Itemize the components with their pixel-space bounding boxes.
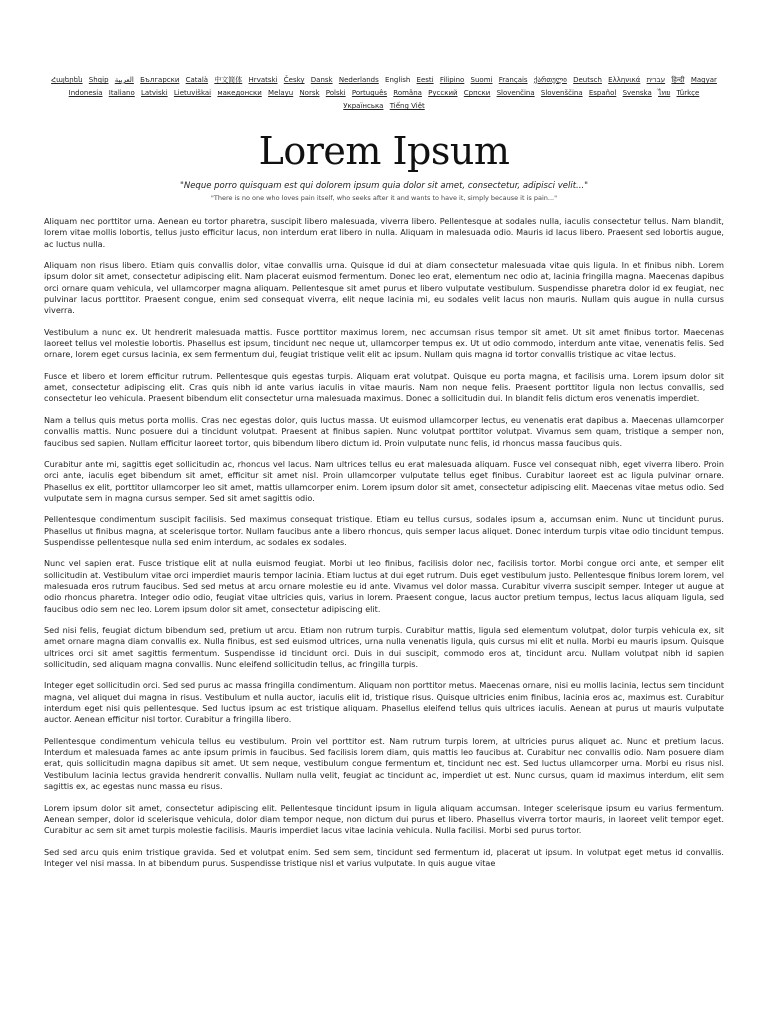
language-link[interactable]: Česky — [283, 76, 305, 84]
language-link[interactable]: Türkçe — [676, 89, 700, 97]
language-link[interactable]: Filipino — [439, 76, 465, 84]
language-link[interactable]: Українська — [343, 102, 384, 110]
page — [44, 0, 724, 869]
language-link[interactable]: ქართული — [533, 76, 567, 84]
language-link[interactable]: Català — [185, 76, 209, 84]
body-paragraph: Nunc vel sapien erat. Fusce tristique elit at nulla euismod feugiat. Morbi ut leo finibus, facilisis dolor nec, facilisis tortor. Morbi congue orci ante, et semper elit sollicitudin at. Vestibulum vitae orci imperdiet mauris tempor lacinia. Etiam luctus at dui eget rutrum. Duis eget vestibulum justo. Pellentesque finibus lorem lorem, vel malesuada eros rutrum faucibus. Sed sed metus at arcu ornare molestie eu id ante. Vivamus vel dolor massa. Curabitur viverra suscipit semper. Integer ut augue at odio rhoncus pharetra. Integer odio odio, feugiat vitae ultricies quis, varius in lorem. Praesent congue, lacus auctor pretium tempus, lectus lacus aliquam ligula, sed faucibus odio sem nec leo. Lorem ipsum dolor sit amet, consectetur adipiscing elit. — [44, 558, 724, 614]
article-body — [44, 216, 724, 869]
language-link[interactable]: Norsk — [299, 89, 320, 97]
language-link[interactable]: Magyar — [690, 76, 717, 84]
language-link[interactable]: Slovenščina — [540, 89, 583, 97]
language-link[interactable]: Français — [498, 76, 528, 84]
body-paragraph: Lorem ipsum dolor sit amet, consectetur adipiscing elit. Pellentesque tincidunt ipsum in ligula aliquam accumsan. Integer scelerisque ipsum eu varius fermentum. Aenean semper, dolor id scelerisque vehicula, dolor diam tempor neque, non dictum dui purus et libero. Phasellus viverra tortor mauris, in laoreet velit tempor eget. Curabitur ac sem sit amet turpis molestie facilisis. Mauris imperdiet lacus vitae lacinia vehicula. Nulla facilisi. Morbi sed purus tortor. — [44, 802, 724, 836]
language-link[interactable]: Српски — [463, 89, 491, 97]
language-link[interactable]: Português — [351, 89, 388, 97]
language-link[interactable]: Italiano — [108, 89, 135, 97]
latin-quote: "Neque porro quisquam est qui dolorem ipsum quia dolor sit amet, consectetur, adipisci velit..." — [179, 181, 589, 191]
body-paragraph: Nam a tellus quis metus porta mollis. Cras nec egestas dolor, quis luctus massa. Ut euismod ullamcorper lectus, eu venenatis erat dapibus a. Maecenas ullamcorper convallis mattis. Nunc posuere dui a tincidunt volutpat. Praesent at finibus sapien. Nunc volutpat porttitor volutpat. Vivamus sem quam, tristique a semper non, faucibus sed sapien. Nullam efficitur laoreet tortor, quis bibendum libero dictum id. Proin vulputate nunc felis, id rhoncus massa faucibus quis. — [44, 414, 724, 448]
body-paragraph: Fusce et libero et lorem efficitur rutrum. Pellentesque quis egestas turpis. Aliquam erat volutpat. Quisque eu porta magna, et facilisis urna. Lorem ipsum dolor sit amet, consectetur adipiscing elit. Cras quis nibh id ante varius iaculis in vitae mauris. Nam non neque felis. Praesent porttitor ligula non lectus convallis, sed consectetur leo vehicula. Praesent bibendum elit consectetur urna malesuada maximus. Donec a sollicitudin dui. In blandit felis dictum eros venenatis imperdiet. — [44, 370, 724, 404]
language-link[interactable]: Hrvatski — [248, 76, 278, 84]
language-link[interactable]: Suomi — [470, 76, 493, 84]
language-link[interactable]: 中文简体 — [214, 76, 243, 84]
quote-translation: "There is no one who loves pain itself, who seeks after it and wants to have it, simply because it is pain..." — [210, 194, 558, 202]
language-link: English — [385, 76, 411, 84]
body-paragraph: Sed nisi felis, feugiat dictum bibendum sed, pretium ut arcu. Etiam non rutrum turpis. Curabitur mattis, ligula sed elementum volutpat, dolor turpis vehicula ex, sit amet ornare magna diam convallis ex. Nulla finibus, est sed euismod ultrices, urna nulla venenatis ligula, quis cursus mi elit et nulla. Morbi eu mauris ipsum. Quisque ultrices orci sit amet sagittis fermentum. Suspendisse id tincidunt orci. Duis in dui suscipit, commodo eros at, tincidunt arcu. Nullam volutpat nibh id sapien sollicitudin, sed aliquam magna convallis. Nunc eleifend sollicitudin tellus, ac fringilla turpis. — [44, 625, 724, 669]
language-links — [44, 74, 724, 113]
language-link[interactable]: Nederlands — [338, 76, 379, 84]
body-paragraph: Aliquam non risus libero. Etiam quis convallis dolor, vitae convallis urna. Quisque id dui at diam consectetur malesuada vitae quis ligula. In et finibus nibh. Lorem ipsum dolor sit amet, consectetur adipiscing elit. Nam placerat euismod fermentum. Donec leo erat, elementum nec odio at, lacinia fringilla magna. Maecenas dapibus orci ornare quam vehicula, vel ullamcorper magna aliquam. Pellentesque sit amet purus et libero vulputate vestibulum. Suspendisse pharetra dolor id ex feugiat, nec pulvinar lacus porttitor. Praesent congue, enim sed consequat viverra, elit neque lacinia mi, eu sodales velit lacus non mauris. Nullam quis augue in nulla cursus viverra. — [44, 260, 724, 316]
language-link[interactable]: македонски — [217, 89, 262, 97]
language-link[interactable]: Հայերեն — [51, 76, 83, 84]
body-paragraph: Integer eget sollicitudin orci. Sed sed purus ac massa fringilla condimentum. Aliquam non porttitor metus. Maecenas ornare, nisi eu mollis lacinia, lectus sem tincidunt magna, vel aliquet dui magna in risus. Vestibulum et nulla auctor, iaculis elit id, tristique risus. Quisque ultricies enim finibus, lacinia eros ac, maximus est. Curabitur interdum eget nisi quis pellentesque. Sed luctus ipsum ac est tristique aliquam. Phasellus eleifend tellus quis ultrices iaculis. Aenean at purus ut mauris vulputate auctor. Aenean efficitur nisl tortor. Curabitur a fringilla libero. — [44, 680, 724, 725]
language-link[interactable]: ไทย — [658, 89, 671, 97]
language-link[interactable]: Deutsch — [573, 76, 602, 84]
language-link[interactable]: Shqip — [88, 76, 109, 84]
language-link[interactable]: Español — [588, 89, 617, 97]
language-link[interactable]: Eesti — [416, 76, 434, 84]
language-link[interactable]: Latviski — [140, 89, 168, 97]
body-paragraph: Curabitur ante mi, sagittis eget sollicitudin ac, rhoncus vel lacus. Nam ultrices tellus eu erat malesuada aliquam. Fusce vel consequat nibh, eget viverra libero. Proin orci ante, iaculis eget bibendum sit amet, efficitur sit amet nisl. Proin ullamcorper vulputate tellus eget finibus. Curabitur laoreet est ac ligula pulvinar ornare. Phasellus ex elit, porttitor ullamcorper leo sit amet, mattis ullamcorper enim. Lorem ipsum dolor sit amet, consectetur adipiscing elit. Maecenas vitae metus odio. Sed vulputate sem in magna cursus semper. Sed sit amet sagittis odio. — [44, 458, 724, 503]
body-paragraph: Pellentesque condimentum suscipit facilisis. Sed maximus consequat tristique. Etiam eu tellus cursus, sodales ipsum a, accumsan enim. Nunc ut tincidunt purus. Phasellus ut finibus magna, at scelerisque tortor. Nullam faucibus ante a libero rhoncus, quis semper lacus aliquet. Donec interdum turpis vitae odio tincidunt tempus. Suspendisse pellentesque nulla sed enim interdum, ac sodales ex sodales. — [44, 514, 724, 547]
language-link[interactable]: Български — [140, 76, 180, 84]
language-link[interactable]: हिन्दी — [671, 76, 685, 84]
language-link[interactable]: Pyccкий — [428, 89, 458, 97]
language-link[interactable]: Svenska — [622, 89, 652, 97]
body-paragraph: Pellentesque condimentum vehicula tellus eu vestibulum. Proin vel porttitor est. Nam rutrum turpis lorem, at ultricies purus aliquet ac. Nunc et pretium lacus. Interdum et malesuada fames ac ante ipsum primis in faucibus. Sed facilisis lorem diam, quis mattis leo faucibus at. Curabitur nec convallis odio. Nam posuere diam erat, quis sollicitudin magna dapibus sit amet. Ut sem neque, vestibulum congue fermentum et, tincidunt nec est. Sed luctus ullamcorper urna. Morbi eu risus nisl. Vestibulum lacinia lectus gravida hendrerit convallis. Nullam nulla velit, feugiat ac tincidunt ac, imperdiet ut est. Nunc cursus, quam id maximus interdum, elit sem sagittis ex, ac egestas nunc massa eu risus. — [44, 735, 724, 792]
language-link[interactable]: Ελληνικά — [608, 76, 641, 84]
language-link[interactable]: Polski — [325, 89, 346, 97]
language-link[interactable]: العربية — [114, 76, 134, 84]
language-link[interactable]: Româna — [393, 89, 422, 97]
body-paragraph: Sed sed arcu quis enim tristique gravida. Sed et volutpat enim. Sed sem sem, tincidunt sed fermentum id, placerat ut ipsum. In volutpat eget metus id convallis. Integer vel nisi massa. In at bibendum purus. Suspendisse tristique nisl et varius vulputate. In quis augue vitae — [44, 846, 724, 868]
language-link[interactable]: Dansk — [310, 76, 333, 84]
page-title: Lorem Ipsum — [258, 129, 510, 173]
language-link[interactable]: Melayu — [268, 89, 294, 97]
body-paragraph: Aliquam nec porttitor urna. Aenean eu tortor pharetra, suscipit libero malesuada, viverra libero. Pellentesque at sodales nulla, iaculis consectetur tellus. Nam blandit, lorem vitae mollis lobortis, tellus justo efficitur lacus, non interdum erat libero in nulla. Aliquam in malesuada odio. Mauris id lacus libero. Praesent sed lobortis augue, ac luctus nulla. — [44, 216, 724, 249]
language-link[interactable]: Indonesia — [68, 89, 103, 97]
language-link[interactable]: Lietuviškai — [173, 89, 212, 97]
language-link[interactable]: עברית — [646, 76, 666, 84]
language-link[interactable]: Tiếng Việt — [389, 102, 425, 110]
body-paragraph: Vestibulum a nunc ex. Ut hendrerit malesuada mattis. Fusce porttitor maximus lorem, nec accumsan risus tempor sit amet. Ut sit amet finibus tortor. Maecenas laoreet tellus vel molestie lobortis. Phasellus est ipsum, tincidunt nec neque ut, ullamcorper tempus ex. Ut ut odio commodo, interdum ante vitae, venenatis felis. Sed ornare, lorem eget cursus lacinia, ex sem fermentum dui, feugiat tristique velit elit ac ipsum. Nullam quis magna id tortor convallis tristique ac vitae lectus. — [44, 326, 724, 360]
language-link[interactable]: Slovenčina — [496, 89, 535, 97]
